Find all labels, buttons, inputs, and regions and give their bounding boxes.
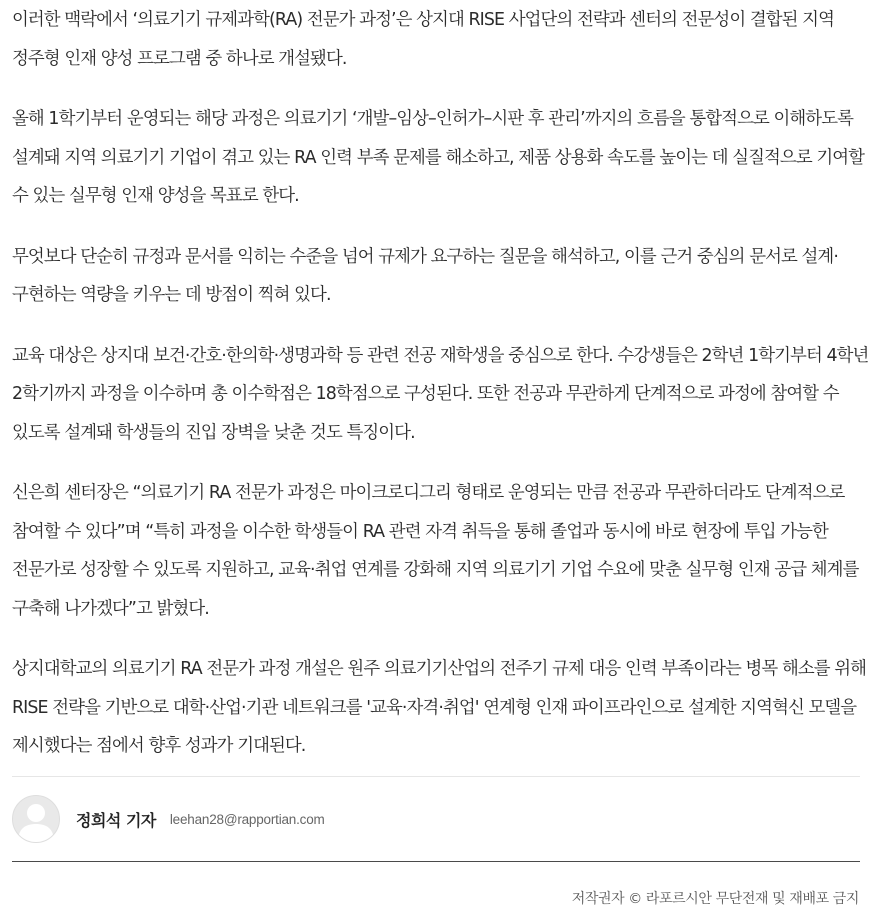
author-name[interactable]: 정희석 기자 — [76, 810, 156, 830]
article-paragraph: 신은희 센터장은 “의료기기 RA 전문가 과정은 마이크로디그리 형태로 운영되는 만큼 전공과 무관하더라도 단계적으로 참여할 수 있다”며 “특히 과정을 이수한 학생들이 RA 관련 자격 취득을 통해 졸업과 동시에 바로 현장에 투입 가능한 전문가로 성장할 수 있도록 지원하고, 교육·취업 연계를 강화해 지역 의료기기 기업 수요에 맞춘 실무형 인재 공급 체계를 구축해 나가겠다”고 밝혔다. — [12, 483, 859, 619]
article-paragraph: 무엇보다 단순히 규정과 문서를 익히는 수준을 넘어 규제가 요구하는 질문을 해석하고, 이를 근거 중심의 문서로 설계·구현하는 역량을 키우는 데 방점이 찍혀 있다. — [12, 246, 838, 305]
default-user-avatar-icon[interactable] — [12, 795, 60, 843]
author-divider — [12, 776, 860, 777]
copyright-notice: 저작권자 © 라포르시안 무단전재 및 재배포 금지 — [571, 891, 859, 907]
article-body — [12, 0, 870, 788]
author-email[interactable]: leehan28@rapportian.com — [169, 811, 325, 827]
article-paragraph: 올해 1학기부터 운영되는 해당 과정은 의료기기 ‘개발–임상–인허가–시판 후 관리’까지의 흐름을 통합적으로 이해하도록 설계돼 지역 의료기기 기업이 겪고 있는 RA 인력 부족 문제를 해소하고, 제품 상용화 속도를 높이는 데 실질적으로 기여할 수 있는 실무형 인재 양성을 목표로 한다. — [12, 109, 865, 206]
article-paragraph: 상지대학교의 의료기기 RA 전문가 과정 개설은 원주 의료기기산업의 전주기 규제 대응 인력 부족이라는 병목 해소를 위해 RISE 전략을 기반으로 대학·산업·기관 네트워크를 '교육·자격·취업' 연계형 인재 파이프라인으로 설계한 지역혁신 모델을 제시했다는 점에서 향후 성과가 기대된다. — [12, 659, 867, 756]
article-paragraph: 교육 대상은 상지대 보건·간호·한의학·생명과학 등 관련 전공 재학생을 중심으로 한다. 수강생들은 2학년 1학기부터 4학년 2학기까지 과정을 이수하며 총 이수학점은 18학점으로 구성된다. 또한 전공과 무관하게 단계적으로 과정에 참여할 수 있도록 설계돼 학생들의 진입 장벽을 낮춘 것도 특징이다. — [12, 345, 869, 443]
author-box — [12, 795, 325, 843]
avatar-silhouette-icon — [13, 796, 59, 842]
footer-divider — [12, 861, 860, 862]
article-paragraph: 이러한 맥락에서 ‘의료기기 규제과학(RA) 전문가 과정’은 상지대 RISE 사업단의 전략과 센터의 전문성이 결합된 지역 정주형 인재 양성 프로그램 중 하나로 개설됐다. — [12, 10, 834, 69]
